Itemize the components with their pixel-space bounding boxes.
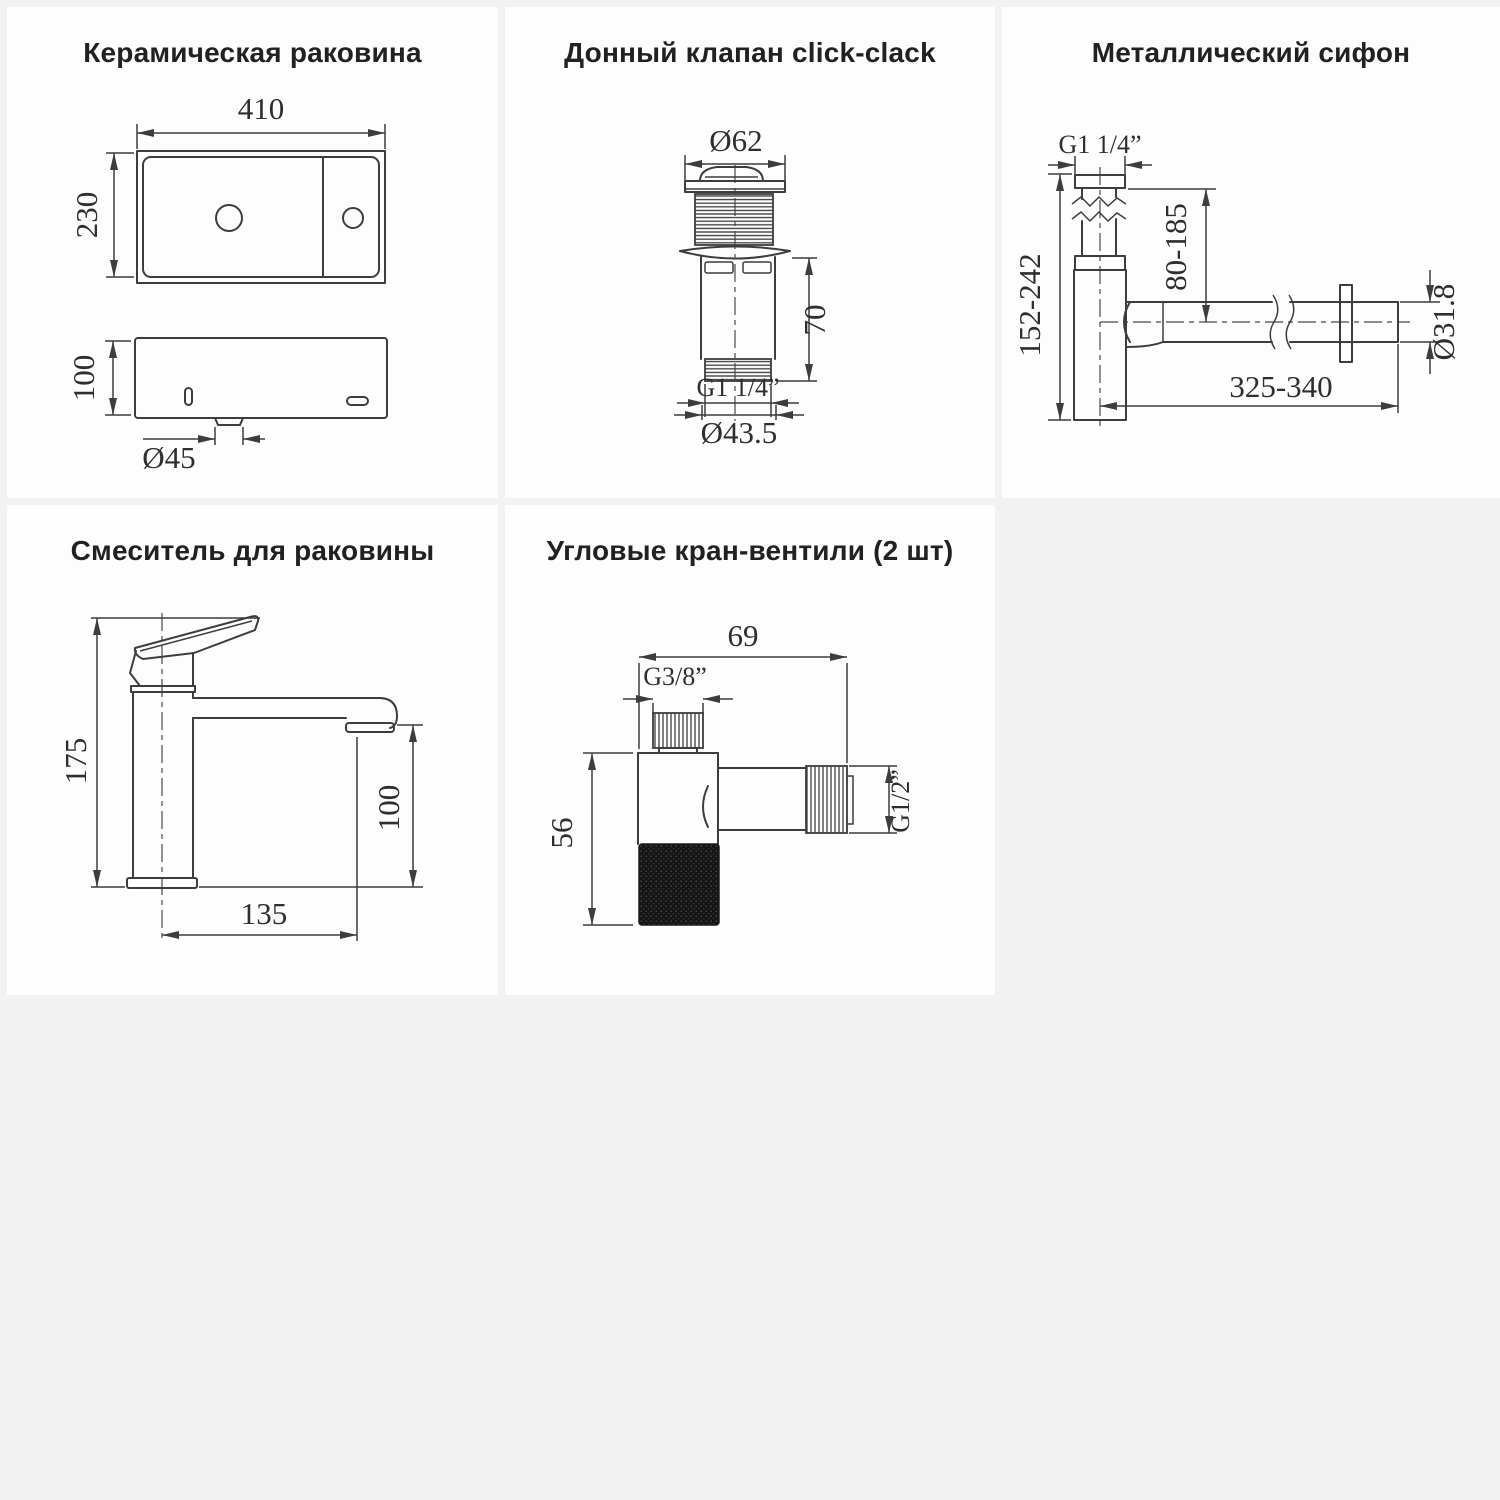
dim-valve-height: 70 <box>797 304 832 336</box>
dim-siphon-thread: G1 1/4” <box>1058 130 1142 159</box>
dim-sink-depth: 230 <box>69 191 104 239</box>
panel-title: Донный клапан click-clack <box>564 37 936 68</box>
panel-metal-siphon <box>1002 7 1500 498</box>
panel-bottom-valve <box>505 7 995 498</box>
dim-valve-thread: G1 1/4” <box>696 373 780 402</box>
panel-angle-valves <box>505 505 995 995</box>
dim-angle-inlet: G3/8” <box>643 662 707 691</box>
dim-angle-outlet: G1/2” <box>886 769 915 833</box>
dim-valve-cap: Ø62 <box>709 123 763 158</box>
panel-basin-mixer <box>7 505 498 995</box>
dim-siphon-length: 325-340 <box>1229 369 1333 404</box>
sink-top-view <box>137 151 385 283</box>
dim-angle-height: 56 <box>544 817 579 849</box>
dim-mixer-spout-height: 100 <box>371 784 406 832</box>
dim-siphon-inlet: 80-185 <box>1158 203 1193 291</box>
dim-sink-drain: Ø45 <box>142 440 196 475</box>
siphon-drawing <box>1002 7 1500 498</box>
angle-valve-body-drawing <box>638 713 853 925</box>
sink-drawing <box>7 7 498 498</box>
dim-siphon-pipe: Ø31.8 <box>1426 283 1461 361</box>
dim-valve-diameter: Ø43.5 <box>700 415 778 450</box>
dim-mixer-spout-reach: 135 <box>240 896 288 931</box>
panel-ceramic-sink <box>7 7 498 498</box>
panel-title: Угловые кран-вентили (2 шт) <box>546 535 954 566</box>
angle-valve-drawing <box>505 505 995 995</box>
dim-siphon-height: 152-242 <box>1012 253 1047 357</box>
dim-sink-width: 410 <box>237 91 285 126</box>
panel-title: Смеситель для раковины <box>70 535 435 566</box>
dim-angle-width: 69 <box>727 618 759 653</box>
dim-mixer-height: 175 <box>58 737 93 785</box>
panel-title: Металлический сифон <box>1091 37 1411 68</box>
sink-side-view <box>135 338 387 425</box>
dim-sink-height: 100 <box>66 354 101 402</box>
mixer-drawing <box>7 505 498 995</box>
panel-title: Керамическая раковина <box>83 37 422 68</box>
valve-drawing <box>505 7 995 498</box>
